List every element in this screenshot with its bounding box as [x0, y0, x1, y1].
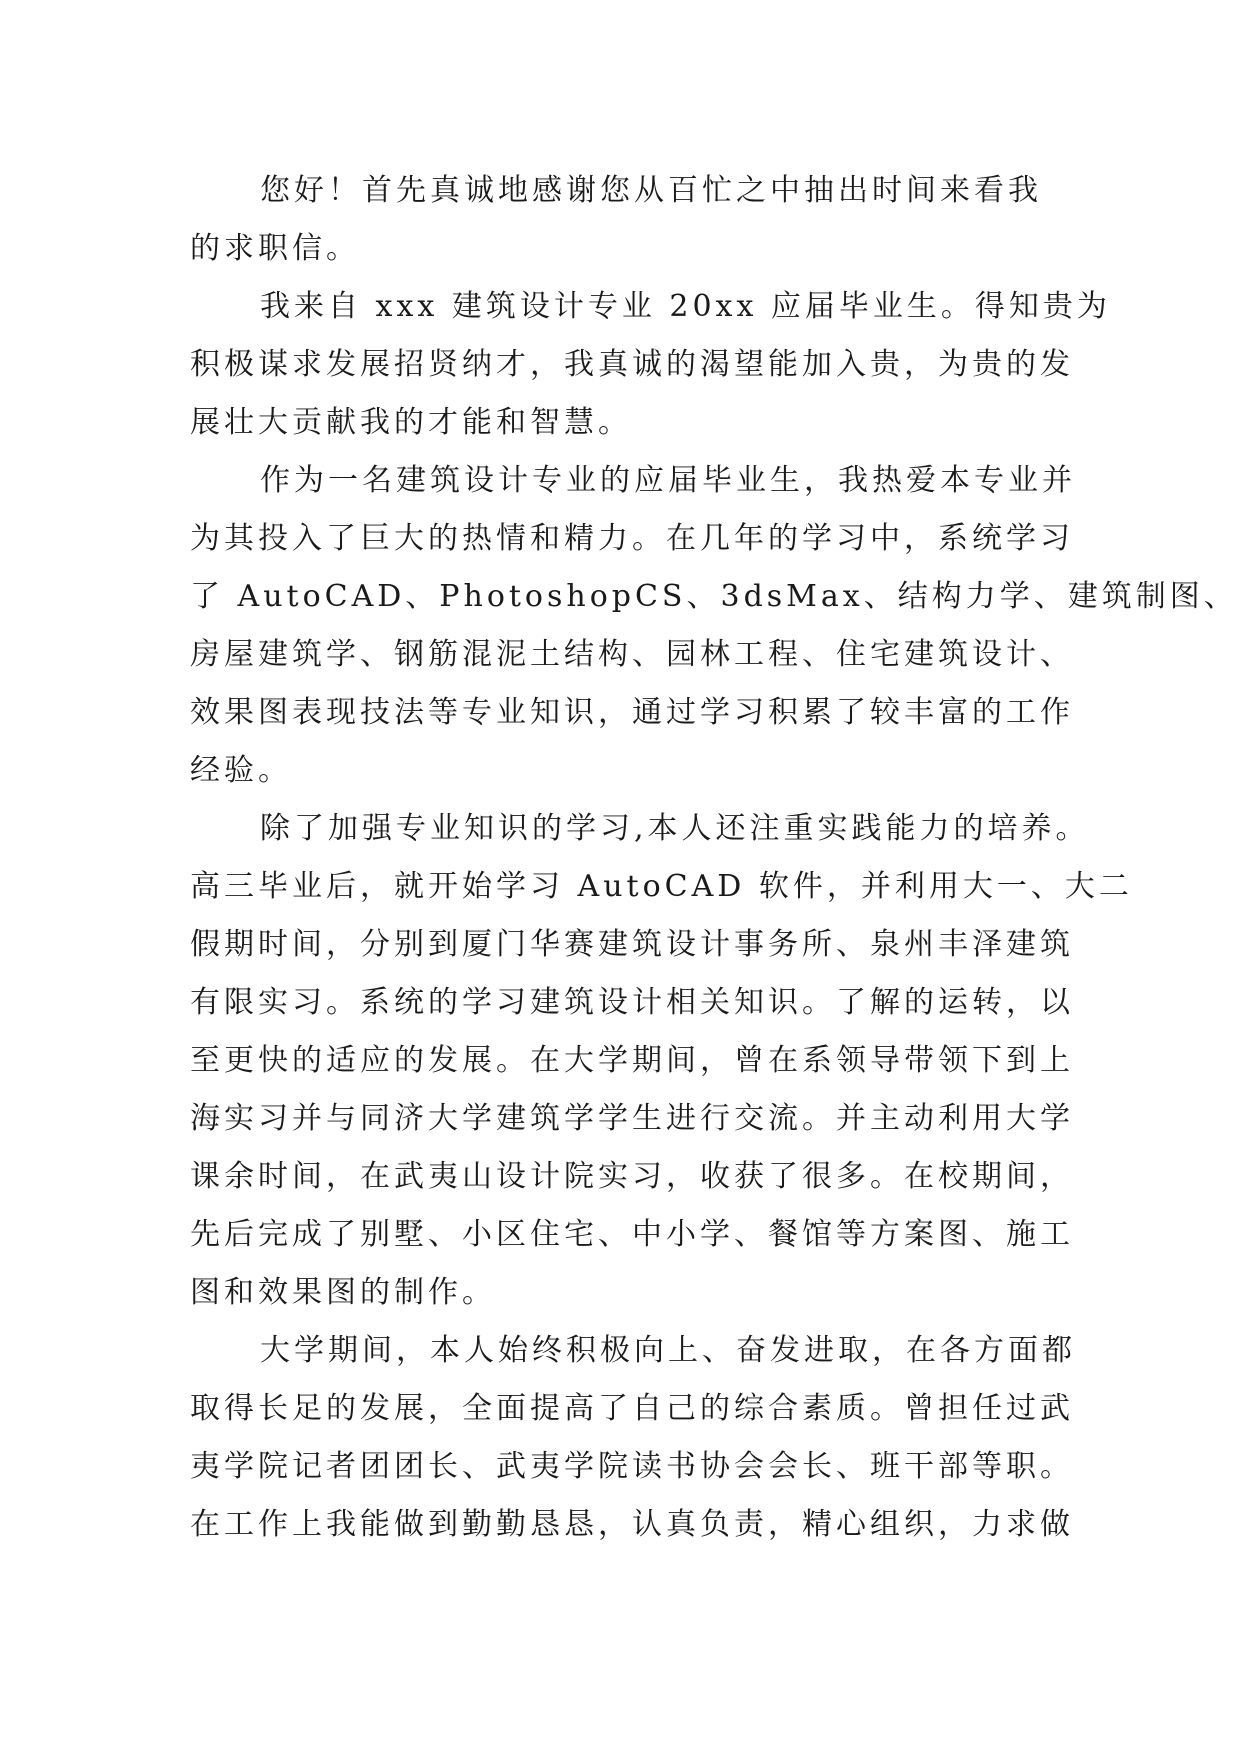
text-line: 高三毕业后，就开始学习 AutoCAD 软件，并利用大一、大二 — [190, 869, 1133, 904]
text-line: 积极谋求发展招贤纳才，我真诚的渴望能加入贵，为贵的发 — [190, 347, 1074, 382]
text-line: 海实习并与同济大学建筑学学生进行交流。并主动利用大学 — [190, 1101, 1074, 1136]
text-line: 假期时间，分别到厦门华赛建筑设计事务所、泉州丰泽建筑 — [190, 927, 1074, 962]
text-line: 展壮大贡献我的才能和智慧。 — [190, 405, 632, 440]
paragraph — [190, 1322, 1076, 1554]
paragraph — [190, 452, 1238, 800]
paragraph — [190, 278, 1111, 452]
text-line: 取得长足的发展，全面提高了自己的综合素质。曾担任过武 — [190, 1391, 1074, 1426]
paragraph — [190, 162, 1050, 278]
text-line: 有限实习。系统的学习建筑设计相关知识。了解的运转，以 — [190, 985, 1074, 1020]
text-line: 房屋建筑学、钢筋混泥土结构、园林工程、住宅建筑设计、 — [190, 637, 1074, 672]
text-line: 经验。 — [190, 753, 292, 788]
text-line: 先后完成了别墅、小区住宅、中小学、餐馆等方案图、施工 — [190, 1217, 1074, 1252]
text-line: 除了加强专业知识的学习,本人还注重实践能力的培养。 — [260, 811, 1090, 846]
paragraph — [190, 800, 1133, 1322]
text-line: 效果图表现技法等专业知识，通过学习积累了较丰富的工作 — [190, 695, 1074, 730]
text-line: 至更快的适应的发展。在大学期间，曾在系领导带领下到上 — [190, 1043, 1074, 1078]
text-line: 作为一名建筑设计专业的应届毕业生，我热爱本专业并 — [260, 463, 1076, 498]
text-line: 了 AutoCAD、PhotoshopCS、3dsMax、结构力学、建筑制图、 — [190, 579, 1238, 614]
text-line: 的求职信。 — [190, 231, 360, 266]
text-line: 在工作上我能做到勤勤恳恳，认真负责，精心组织，力求做 — [190, 1507, 1074, 1542]
text-line: 为其投入了巨大的热情和精力。在几年的学习中，系统学习 — [190, 521, 1074, 556]
text-line: 您好！首先真诚地感谢您从百忙之中抽出时间来看我 — [260, 173, 1042, 208]
text-line: 大学期间，本人始终积极向上、奋发进取，在各方面都 — [260, 1333, 1076, 1368]
text-line: 课余时间，在武夷山设计院实习，收获了很多。在校期间， — [190, 1159, 1074, 1194]
text-line: 图和效果图的制作。 — [190, 1275, 496, 1310]
text-line: 我来自 xxx 建筑设计专业 20xx 应届毕业生。得知贵为 — [260, 289, 1111, 324]
text-line: 夷学院记者团团长、武夷学院读书协会会长、班干部等职。 — [190, 1449, 1074, 1484]
letter-body — [190, 162, 1238, 1554]
